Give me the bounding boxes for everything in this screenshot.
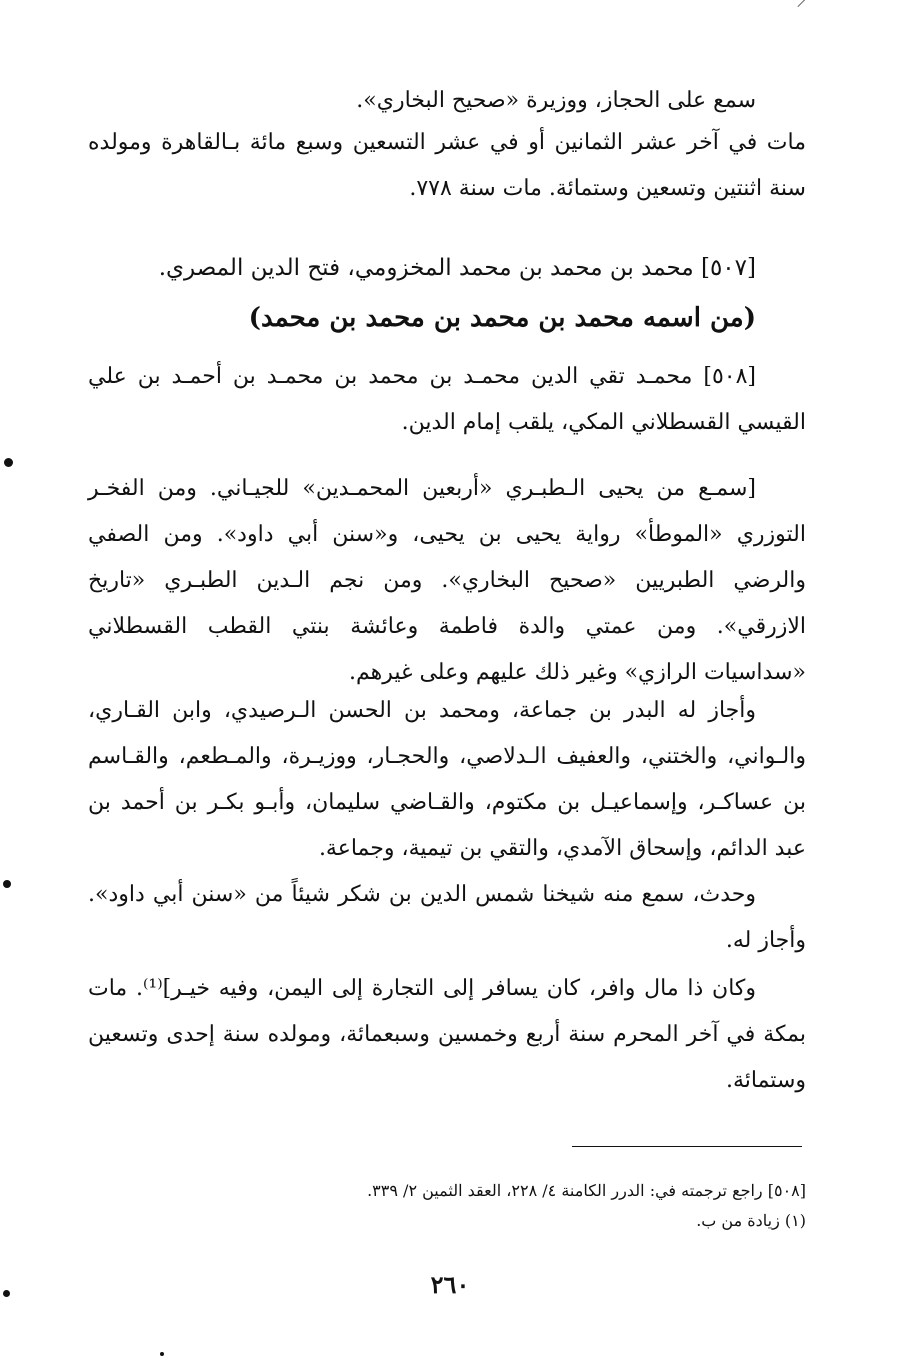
footnote-508: [٥٠٨] راجع ترجمته في: الدرر الكامنة ٤/ ٢٢٨، العقد الثمين ٢/ ٣٣٩. [367, 1181, 806, 1200]
scan-speck [3, 1290, 10, 1297]
entry-508: [٥٠٨] محمـد تقي الدين محمـد بن محمد بن محمـد بن أحمـد بن علي القيسي القسطلاني المكي، يلقب إمام الدين. [88, 364, 806, 435]
scan-speck [160, 1352, 164, 1356]
corner-mark [797, 0, 806, 7]
footnote-divider [572, 1146, 802, 1147]
footnote-1: (١) زيادة من ب. [696, 1211, 806, 1230]
paragraph-hijaz: سمع على الحجاز، ووزيرة «صحيح البخاري». [356, 88, 756, 113]
section-heading: (من اسمه محمد بن محمد بن محمد بن محمد) [248, 303, 756, 333]
paragraph-death-date: مات في آخر عشر الثمانين أو في عشر التسعين وسبع مائة بـالقاهرة ومولده سنة اثنتين وتسعين وستمائة. مات سنة ٧٧٨. [88, 130, 806, 201]
scan-speck [4, 458, 13, 467]
scan-speck [3, 880, 11, 888]
paragraph-ijaza: وأجاز له البدر بن جماعة، ومحمد بن الحسن الـرصيدي، وابن القـاري، والـواني، والختني، والعفيف الـدلاصي، والحجـار، ووزيـرة، والمـطعم، والقـاسم بن عساكـر، وإسماعيـل بن مكتوم، والقـاضي سليمان، وأبـو بكـر بن أحمد بن عبد الدائم، وإسحاق الآمدي، والتقي بن تيمية، وجماعة. [88, 698, 806, 861]
paragraph-mal: وكان ذا مال وافر، كان يسافر إلى التجارة إلى اليمن، وفيه خيـر]⁽¹⁾. مات بمكة في آخر المحرم سنة أربع وخمسين وسبعمائة، ومولده سنة إحدى وتسعين وستمائة. [88, 976, 806, 1093]
paragraph-sama: [سمـع من يحيى الـطبـري «أربعين المحمـدين» للجيـاني. ومن الفخـر التوزري «الموطأ» رواية يحيى بن يحيى، و«سنن أبي داود». ومن الصفي والرضي الطبريين «صحيح البخاري». ومن نجم الـدين الطبـري «تاريخ الازرقي». ومن عمتي والدة فاطمة وعائشة بنتي القطب القسطلاني «سداسيات الرازي» وغير ذلك عليهم وعلى غيرهم. [88, 476, 806, 685]
page-number: ٢٦٠ [430, 1270, 470, 1299]
paragraph-haddath: وحدث، سمع منه شيخنا شمس الدين بن شكر شيئاً من «سنن أبي داود». وأجاز له. [88, 882, 806, 953]
entry-507: [٥٠٧] محمد بن محمد بن محمد المخزومي، فتح الدين المصري. [158, 255, 756, 281]
